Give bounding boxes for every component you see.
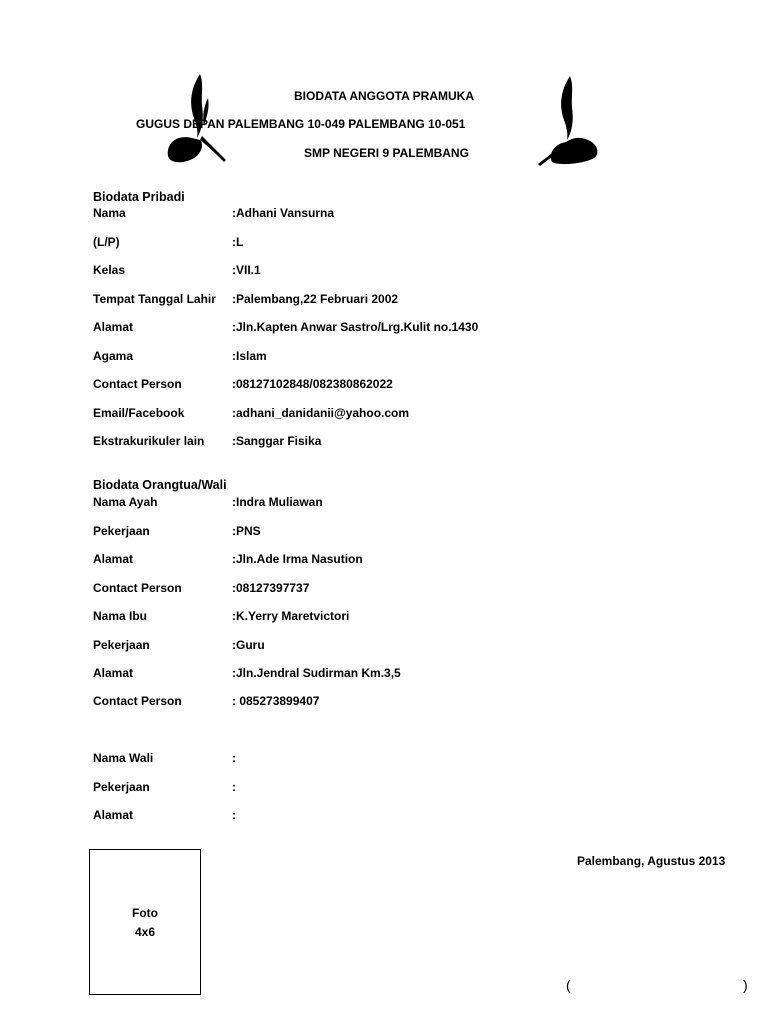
field-label: Alamat xyxy=(93,320,134,334)
field-label: Pekerjaan xyxy=(93,780,150,794)
photo-label xyxy=(90,904,200,942)
field-value: :PNS xyxy=(232,524,261,538)
field-value: :Jln.Jendral Sudirman Km.3,5 xyxy=(232,666,401,680)
field-value: :VII.1 xyxy=(232,263,261,277)
field-label: Email/Facebook xyxy=(93,406,185,420)
field-value: :Indra Muliawan xyxy=(232,495,323,509)
gugus-depan-line: GUGUS DEPAN PALEMBANG 10-049 PALEMBANG 10-051 xyxy=(136,117,466,131)
photo-label-line1: Foto xyxy=(132,906,158,920)
field-value: : xyxy=(232,780,236,794)
field-value: :adhani_danidanii@yahoo.com xyxy=(232,406,410,420)
field-value: :Palembang,22 Februari 2002 xyxy=(232,292,399,306)
field-value: :K.Yerry Maretvictori xyxy=(232,609,350,623)
field-label: Kelas xyxy=(93,263,126,277)
field-label: Contact Person xyxy=(93,377,182,391)
field-value: :Adhani Vansurna xyxy=(232,206,335,220)
field-label: Contact Person xyxy=(93,581,182,595)
section-heading-orangtua: Biodata Orangtua/Wali xyxy=(93,478,227,492)
field-label: Alamat xyxy=(93,808,134,822)
photo-label-line2: 4x6 xyxy=(134,925,156,939)
field-label: Alamat xyxy=(93,666,134,680)
field-label: (L/P) xyxy=(93,235,120,249)
field-label: Tempat Tanggal Lahir xyxy=(93,292,216,306)
signature-bracket-open: ( xyxy=(566,977,571,993)
field-value: : xyxy=(232,808,236,822)
field-label: Nama Ibu xyxy=(93,609,148,623)
document-title: BIODATA ANGGOTA PRAMUKA xyxy=(294,89,474,103)
field-label: Alamat xyxy=(93,552,134,566)
tunas-kelapa-icon xyxy=(536,74,600,166)
field-value: :Sanggar Fisika xyxy=(232,434,322,448)
field-value: :Islam xyxy=(232,349,267,363)
field-label: Pekerjaan xyxy=(93,638,150,652)
field-value: :08127102848/082380862022 xyxy=(232,377,393,391)
field-label: Nama Wali xyxy=(93,751,154,765)
field-label: Contact Person xyxy=(93,694,182,708)
photo-placeholder xyxy=(89,849,201,995)
school-name: SMP NEGERI 9 PALEMBANG xyxy=(304,146,469,160)
field-label: Agama xyxy=(93,349,134,363)
signature-bracket-close: ) xyxy=(743,977,748,993)
field-value: :Jln.Ade Irma Nasution xyxy=(232,552,363,566)
field-value: : 085273899407 xyxy=(232,694,320,708)
field-label: Ekstrakurikuler lain xyxy=(93,434,205,448)
field-value: :Guru xyxy=(232,638,265,652)
field-value: :Jln.Kapten Anwar Sastro/Lrg.Kulit no.1430 xyxy=(232,320,479,334)
field-label: Nama xyxy=(93,206,126,220)
field-value: :08127397737 xyxy=(232,581,310,595)
place-date: Palembang, Agustus 2013 xyxy=(577,854,726,868)
field-label: Pekerjaan xyxy=(93,524,150,538)
section-heading-pribadi: Biodata Pribadi xyxy=(93,190,185,204)
field-value: :L xyxy=(232,235,244,249)
field-value: : xyxy=(232,751,236,765)
field-label: Nama Ayah xyxy=(93,495,158,509)
